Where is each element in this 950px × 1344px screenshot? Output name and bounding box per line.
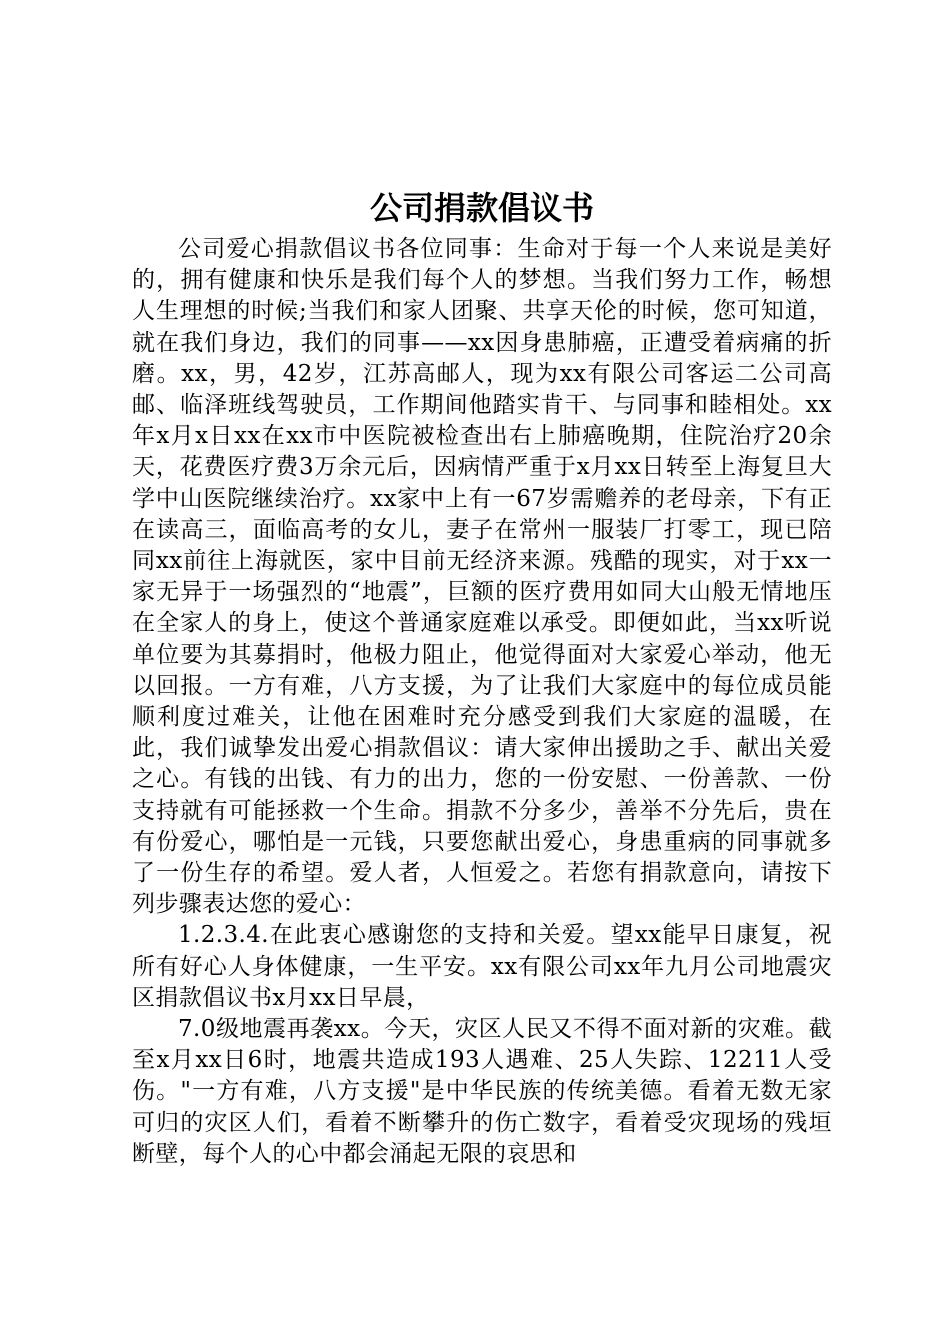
paragraph-2: 1.2.3.4.在此衷心感谢您的支持和关爱。望xx能早日康复，祝所有好心人身体健康，一生平安。xx有限公司xx年九月公司地震灾区捐款倡议书x月xx日早晨， — [132, 922, 832, 1011]
paragraph-3: 7.0级地震再袭xx。今天，灾区人民又不得不面对新的灾难。截至x月xx日6时，地震共造成193人遇难、25人失踪、12211人受伤。"一方有难，八方支援"是中华民族的传统美德。看着无数无家可归的灾区人们，看着不断攀升的伤亡数字，看着受灾现场的残垣断壁，每个人的心中都会涌起无限的哀思和 — [132, 1016, 832, 1167]
paragraph-1: 公司爱心捐款倡议书各位同事：生命对于每一个人来说是美好的，拥有健康和快乐是我们每个人的梦想。当我们努力工作，畅想人生理想的时候;当我们和家人团聚、共享天伦的时候，您可知道，就在我们身边，我们的同事——xx因身患肺癌，正遭受着病痛的折磨。xx，男，42岁，江苏高邮人，现为xx有限公司客运二公司高邮、临泽班线驾驶员，工作期间他踏实肯干、与同事和睦相处。xx年x月x日xx在xx市中医院被检查出右上肺癌晚期，住院治疗20余天，花费医疗费3万余元后，因病情严重于x月xx日转至上海复旦大学中山医院继续治疗。xx家中上有一67岁需赡养的老母亲，下有正在读高三，面临高考的女儿，妻子在常州一服装厂打零工，现已陪同xx前往上海就医，家中目前无经济来源。残酷的现实，对于xx一家无异于一场强烈的“地震”，巨额的医疗费用如同大山般无情地压在全家人的身上，使这个普通家庭难以承受。即便如此，当xx听说单位要为其募捐时，他极力阻止，他觉得面对大家爱心举动，他无以回报。一方有难，八方支援，为了让我们大家庭中的每位成员能顺利度过难关，让他在困难时充分感受到我们大家庭的温暖，在此，我们诚挚发出爱心捐款倡议：请大家伸出援助之手、献出关爱之心。有钱的出钱、有力的出力，您的一份安慰、一份善款、一份支持就有可能拯救一个生命。捐款不分多少，善举不分先后，贵在有份爱心，哪怕是一元钱，只要您献出爱心，身患重病的同事就多了一份生存的希望。爱人者，人恒爱之。若您有捐款意向，请按下列步骤表达您的爱心： — [132, 236, 832, 918]
document-page — [132, 0, 832, 1344]
document-body — [132, 234, 832, 1170]
document-title: 公司捐款倡议书 — [369, 189, 594, 227]
